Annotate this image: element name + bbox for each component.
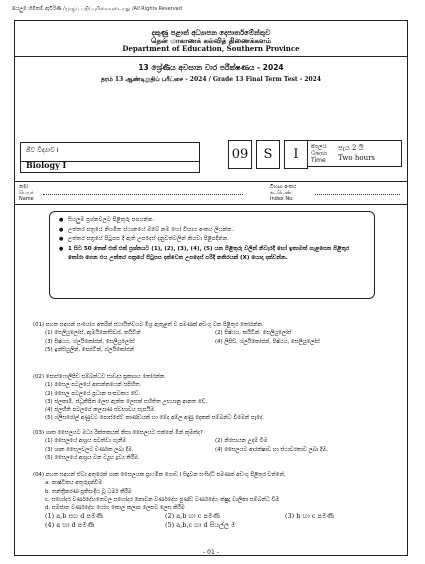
option-3: (3) ශාක සෛලවලට වර්ණක ලබා දීම. <box>45 446 134 453</box>
subject-sinhala: ජීව විද්‍යාව I <box>20 142 200 162</box>
option-2: (2) නිරසායන උදාම් වීම <box>215 438 268 445</box>
header-sinhala: දකුණු පළාත් අධ්‍යාපන දෙපාර්තමේන්තුව <box>151 29 271 37</box>
header <box>15 29 407 53</box>
code-box-3: I <box>284 140 308 169</box>
question-04 <box>33 471 403 529</box>
option-1: (1) සෛල පටලයේ ආසන්නයෙන් සපිහිත. <box>45 382 142 389</box>
exam-title-sinhala: 13 ශ්‍රේණිය අවසාන වාර පරීක්ෂණය - 2024 <box>138 63 284 72</box>
time-label: කාලය நேரம் Time <box>311 143 328 164</box>
option-4: (4) ලිපිඩ්, ග්ලයිකෝජන්, පිෂ්ඨය, සෙලියුලෝස් <box>215 338 320 345</box>
question-text: (04) පහත සඳහන් ඒවා අතුරෙන් ශාක සෛලයක ප්‍රාථමික ගොඩ I සිදුවන සංසිද්ධි පමණක් අඩංගු පිළිතුර වන්නේ, <box>33 472 286 478</box>
answer-4: (4) a හා d පමණි <box>45 520 95 529</box>
option-5: (5) ඉන්සියුලින්, පෙප්ටින්, ග්ලයිකෝජන් <box>45 346 135 353</box>
answer-2: (2) a,b හා c පමණි <box>165 512 220 521</box>
statement-d: d. සමජාත වර්ණදේහ යෝග කොල කලාප ලෙසට ලෙස කිරීම <box>45 505 185 512</box>
question-text: (01) පහත සඳහන් සංයෝග අතරින් ස්ථායිත්වයට මිශ්‍ර ඇතුළත් ව පමණක් අඩංගු වන පිළිතුර තෝරන්න. <box>33 322 264 328</box>
option-2: (2) සෛල පටලයේ ප්‍රධාන සංඝටකය වේ. <box>45 390 140 397</box>
option-5: (5) ග්ලිසරෝල් අණුවට පොස්පේට් කාණ්ඩයක් හා මේද අම්ල අණු දෙකක් සම්බන්ධ වීමෙන් සෑදේ. <box>45 415 264 422</box>
answer-5: (5) a,b,c හා d සියල්ල ම <box>165 520 236 529</box>
instruction-item: ● සියලුම ප්‍රශ්නවලට පිළිතුරු සපයන්න. <box>68 216 364 226</box>
question-02 <box>33 373 403 423</box>
answer-1: (1) a,b සහ d පමණි <box>45 512 103 521</box>
statement-a: a. නාෂ්ටිකය අතුරුදන්වීම <box>45 480 103 487</box>
instruction-item: ● 1 සිට 50 තෙක් එක් එක් ප්‍රශ්නයට (1), (2), (3), (4), (5) යන පිළිතුරු වලින් නිවැරදි හෝ ඉතාමත් ගැළපෙන පිළිතුර තෝරා ගෙන එය උත්තර පත්‍රයේ පිටුපස දක්වෙන උපදෙස් පරිදි කතිරයක් (X) යොදා දක්වන්න. <box>68 245 364 264</box>
option-4: (4) ජලභීති පටලයේ කල්‍යාණ ස්වභාවය සැපයීම. <box>45 407 156 414</box>
question-text: (03) ශාක සෛලයට මධ්‍ය රික්තකයක් නිසා සෛලයට එන්නේ මින් කුමක්ද? <box>33 430 203 436</box>
instruction-item: ● උත්තර පත්‍රයේ පිටුපස දී ඇති උපදෙස් දැනුවත්වලින් කියවා පිළිපදින්න. <box>68 235 364 245</box>
header-tamil: தென் மாகாணக் கல்வித் திணைக்களம் <box>151 37 271 45</box>
option-1: (1) සෛලයේ ආශ්‍රය පවත්වා ගැනීම <box>45 438 127 445</box>
instructions-box <box>49 211 375 299</box>
answer-row-2 <box>33 521 403 529</box>
code-box-2: S <box>256 140 280 169</box>
statement-b: b. තන්ත්‍රීකරණ ප්‍රතිසංදිය වූ ධර්ම කීරීම <box>45 488 132 495</box>
question-text: (02) පොස්ෆොලිපිඩ සම්බන්ධව සාවද්‍ය ප්‍රකාශය තෝරන්න. <box>33 374 166 380</box>
exam-title-english: தரம் 13 ஆண்டிறுதிப் பரீட்சை - 2024 / Grade 13 Final Term Test - 2024 <box>100 76 322 83</box>
header-divider <box>15 56 407 57</box>
question-03 <box>33 429 403 462</box>
statement-c: c. සහෝදර වර්ණදේහතෙවල සහෝදර නොවන වර්ණදේහ ඡුණ්ඩ වර්ණදේහ ක්ෂුද්‍ර වාලිකා සම්බන්ධ වීම <box>45 496 280 503</box>
page-number: - 01 - <box>203 549 219 556</box>
answer-3: (3) b හා c පමණි <box>285 512 334 521</box>
name-label: නම/ பெயர் Name <box>19 184 34 202</box>
question-01 <box>33 321 403 354</box>
instruction-item: ● උත්තර පත්‍රයේ නියමිත ස්ථානයේ ඔබේ නම හෝ විභාග අංකය ලියන්න. <box>68 226 364 236</box>
option-1: (1) සෙලියුලෝස්, ඇමයිනෝසිඩස්, කයිටින් <box>45 330 141 337</box>
index-field[interactable] <box>315 194 400 195</box>
code-box-1: 09 <box>228 140 252 169</box>
subject-english: Biology I <box>20 159 200 173</box>
header-english: Department of Education, Southern Province <box>122 44 300 53</box>
answer-row-1 <box>33 512 403 520</box>
time-value: පැය 2 යි Two hours <box>338 144 376 162</box>
option-2: (2) පිෂ්ඨය, කයිටින්, සෙලියුලෝස් <box>215 330 292 337</box>
option-3: (3) පිෂ්ඨය, ග්ලයිකෝජන්, සෙලියුලෝස් <box>45 338 135 345</box>
time-box <box>307 140 402 167</box>
option-4: (4) සෛලයට ආරක්ෂාව හා ස්ථාවරතාව ලබා දීම. <box>215 446 328 453</box>
index-label: විභාග අංකය சுட்டெண் Index No. <box>270 184 297 202</box>
name-field[interactable] <box>43 194 243 195</box>
option-5: (5) සෛලයේ ආශ්‍රය වන ව්‍යුහ ද්‍රව්‍ය කිරීම. <box>45 454 140 461</box>
subject-row <box>15 134 407 186</box>
copyright-notice: සියලුම හිමිකම් ඇවිරිණි /முழுப் பதிப்புரிமையுடையது /All Rights Reserved <box>12 6 182 12</box>
paper-frame <box>14 20 408 556</box>
option-3: (3) ජලකාමී, ස්ධූතීපිත ලෙස ඇත්ත ලෙසක් සහිතිත උභයානු ආනත වේ. <box>45 398 208 405</box>
name-index-row <box>15 181 407 205</box>
